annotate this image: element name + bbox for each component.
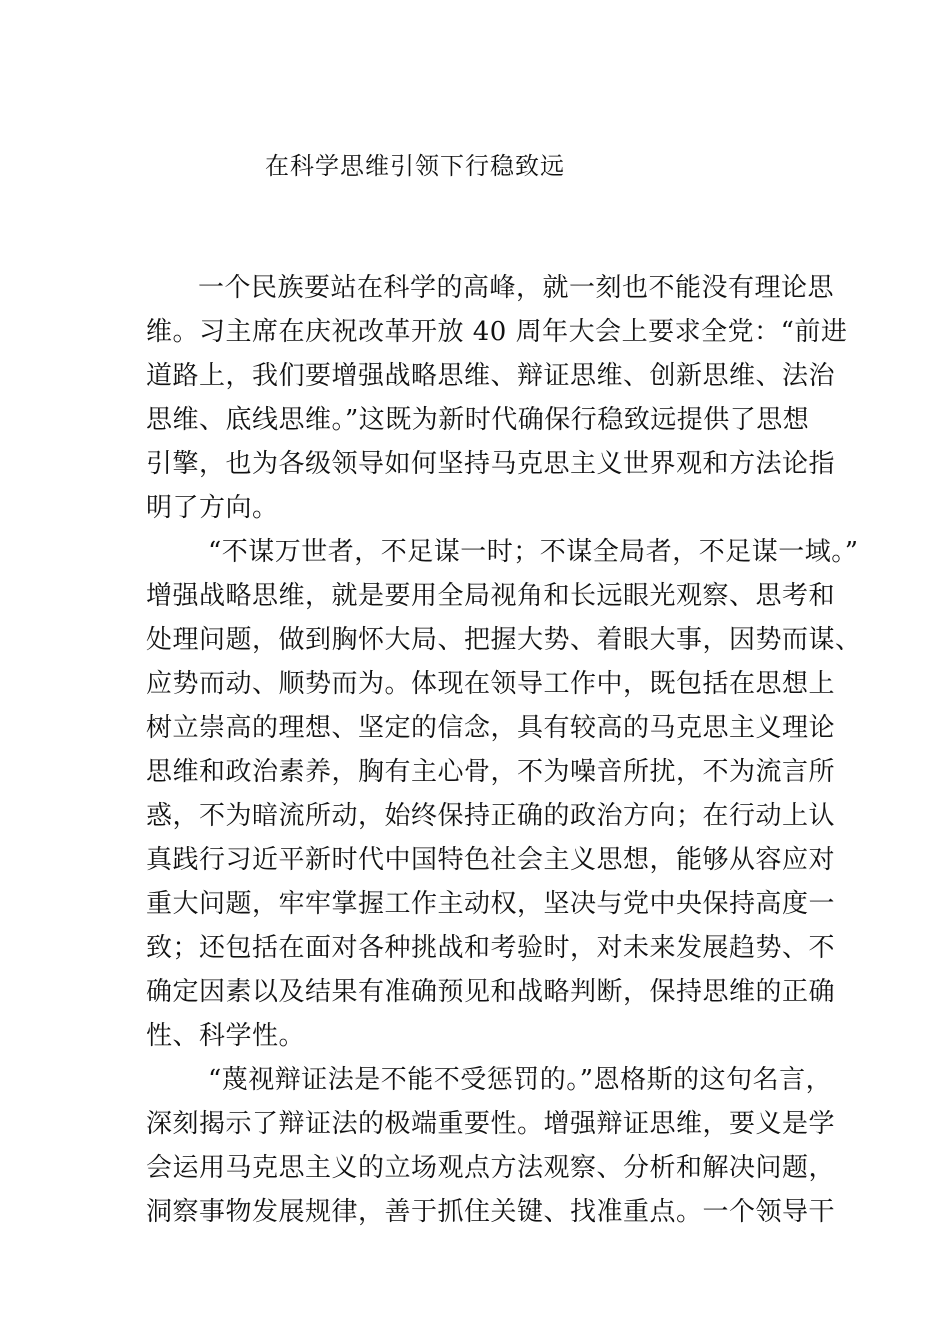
text-line: 性、科学性。 — [146, 1021, 306, 1051]
text-line: 维。习主席在庆祝改革开放 40 周年大会上要求全党：“前进 — [146, 317, 848, 347]
text-line: 一个民族要站在科学的高峰，就一刻也不能没有理论思 — [198, 273, 835, 303]
text-line: 确定因素以及结果有准确预见和战略判断，保持思维的正确 — [146, 977, 836, 1007]
text-line: 惑，不为暗流所动，始终保持正确的政治方向；在行动上认 — [146, 801, 836, 831]
document-title: 在科学思维引领下行稳致远 — [265, 152, 565, 180]
text-line: 真践行习近平新时代中国特色社会主义思想，能够从容应对 — [146, 845, 836, 875]
text-line: 深刻揭示了辩证法的极端重要性。增强辩证思维，要义是学 — [146, 1109, 836, 1139]
text-line: “蔑视辩证法是不能不受惩罚的。”恩格斯的这句名言， — [208, 1065, 833, 1095]
text-line: 应势而动、顺势而为。体现在领导工作中，既包括在思想上 — [146, 669, 836, 699]
text-line: 引擎，也为各级领导如何坚持马克思主义世界观和方法论指 — [146, 449, 836, 479]
text-line: 思维、底线思维。”这既为新时代确保行稳致远提供了思想 — [146, 405, 810, 435]
text-line: 重大问题，牢牢掌握工作主动权，坚决与党中央保持高度一 — [146, 889, 836, 919]
document-body — [146, 266, 862, 1234]
text-line: 处理问题，做到胸怀大局、把握大势、着眼大事，因势而谋、 — [146, 625, 862, 655]
text-line: 致；还包括在面对各种挑战和考验时，对未来发展趋势、不 — [146, 933, 836, 963]
text-line: 树立崇高的理想、坚定的信念，具有较高的马克思主义理论 — [146, 713, 836, 743]
text-line: 洞察事物发展规律，善于抓住关键、找准重点。一个领导干 — [146, 1197, 836, 1227]
text-line: 道路上，我们要增强战略思维、辩证思维、创新思维、法治 — [146, 361, 836, 391]
text-line: 明了方向。 — [146, 493, 279, 523]
text-line: 增强战略思维，就是要用全局视角和长远眼光观察、思考和 — [146, 581, 836, 611]
text-line: “不谋万世者，不足谋一时；不谋全局者，不足谋一域。” — [208, 537, 859, 567]
text-line: 思维和政治素养，胸有主心骨，不为噪音所扰，不为流言所 — [146, 757, 836, 787]
text-line: 会运用马克思主义的立场观点方法观察、分析和解决问题， — [146, 1153, 836, 1183]
